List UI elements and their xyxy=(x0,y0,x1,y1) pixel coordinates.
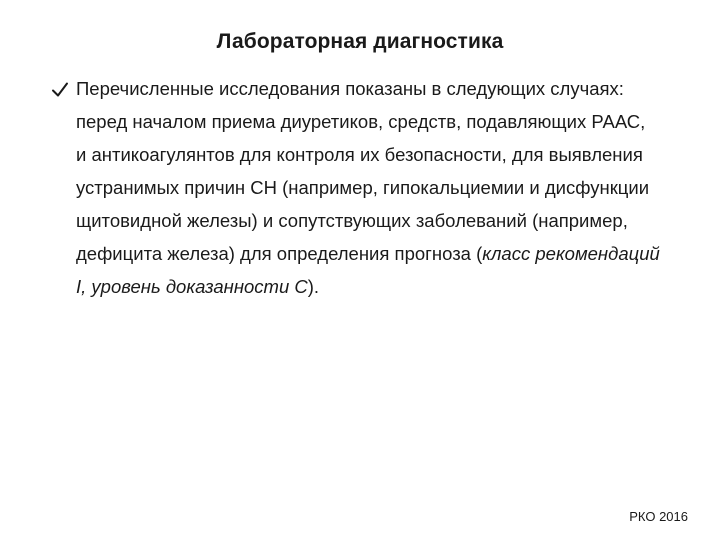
bullet-text-end: ). xyxy=(307,276,320,297)
checkmark-icon xyxy=(50,80,70,100)
bullet-text-italic: класс рекомендаций I, уровень доказанности С xyxy=(76,243,660,297)
bullet-text-main: Перечисленные исследования показаны в следующих случаях: перед началом приема диуретиков, средств, подавляющих РААС, и антикоагулянтов для контроля их безопасности, для выявления устранимых причин СН (например, гипокальциемии и дисфункции щитовидной железы) и сопутствующих заболеваний (например, дефицита железа) для определения прогноза ( xyxy=(76,78,650,264)
bullet-item xyxy=(50,80,660,303)
slide-title: Лабораторная диагностика xyxy=(216,30,504,53)
bullet-text xyxy=(76,72,660,303)
footer-label: РКО 2016 xyxy=(629,509,688,524)
